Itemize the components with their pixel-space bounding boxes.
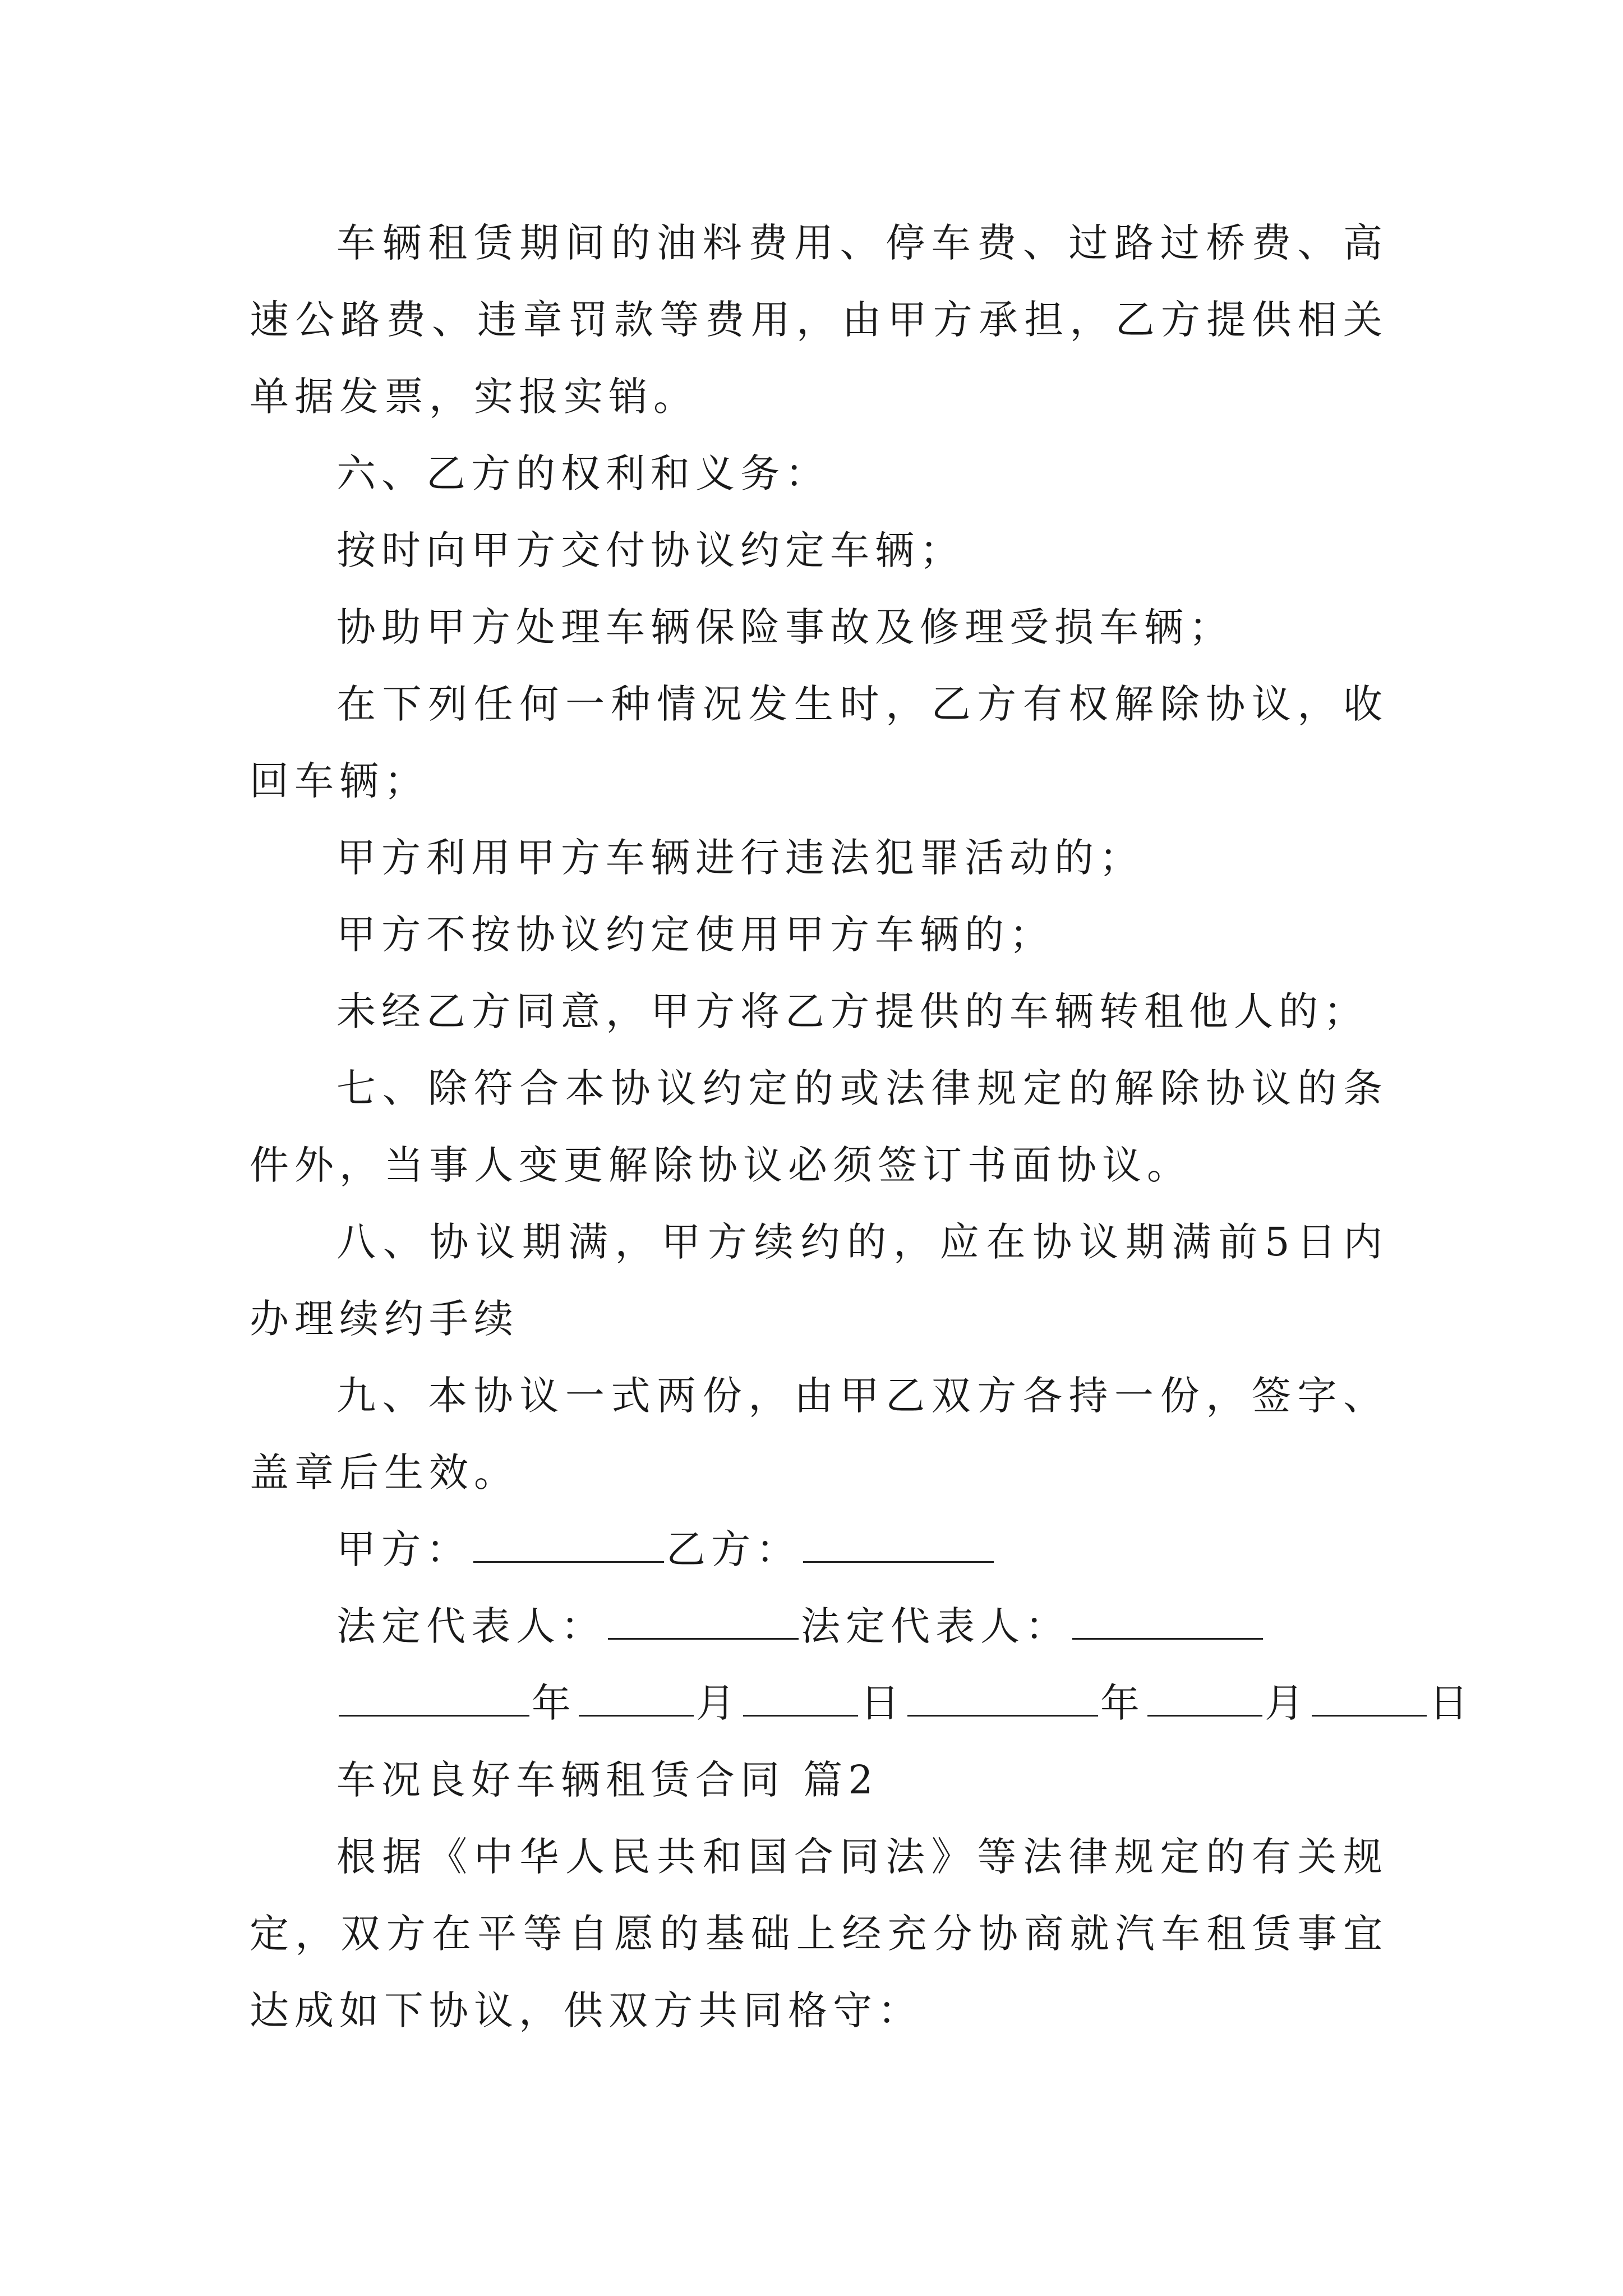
signature-dates-row — [250, 1665, 1474, 1742]
party-b-label: 乙方： — [666, 1526, 801, 1572]
paragraph-assist-insurance: 协助甲方处理车辆保险事故及修理受损车辆； — [336, 604, 1234, 650]
paragraph-improper-use: 甲方不按协议约定使用甲方车辆的； — [336, 912, 1054, 958]
paragraph-section-six: 六、乙方的权利和义务： — [336, 450, 830, 496]
section-heading: 车况良好车辆租赁合同 篇2 — [336, 1757, 879, 1803]
paragraph-illegal-use: 甲方利用甲方车辆进行违法犯罪活动的； — [336, 835, 1144, 881]
date-a-year-label: 年 — [532, 1680, 577, 1726]
date-b-year-blank — [907, 1681, 1098, 1717]
date-b-day-label: 日 — [1429, 1680, 1474, 1726]
rep-b-label: 法定代表人： — [801, 1603, 1070, 1649]
paragraph-termination-rights: 在下列任何一种情况发生时，乙方有权解除协议，收回车辆； — [250, 681, 1388, 804]
date-b-month-blank — [1147, 1681, 1262, 1717]
date-b-day-blank — [1312, 1681, 1427, 1717]
date-b-month-label: 月 — [1265, 1680, 1310, 1726]
date-a-day-label: 日 — [860, 1680, 905, 1726]
paragraph-section-seven: 七、除符合本协议约定的或法律规定的解除协议的条件外，当事人变更解除协议必须签订书面协议。 — [250, 1065, 1388, 1188]
paragraph-deliver-vehicle: 按时向甲方交付协议约定车辆； — [336, 527, 965, 573]
rep-b-blank — [1072, 1604, 1263, 1640]
paragraph-section-nine: 九、本协议一式两份，由甲乙双方各持一份，签字、盖章后生效。 — [250, 1373, 1388, 1496]
paragraph-sublease: 未经乙方同意，甲方将乙方提供的车辆转租他人的； — [336, 988, 1368, 1034]
paragraph-contract-preamble: 根据《中华人民共和国合同法》等法律规定的有关规定，双方在平等自愿的基础上经充分协商就汽车租赁事宜达成如下协议，供双方共同格守： — [250, 1834, 1388, 2033]
date-b-year-label: 年 — [1100, 1680, 1145, 1726]
party-b-blank — [803, 1527, 994, 1563]
paragraph-section-eight: 八、协议期满，甲方续约的，应在协议期满前5日内办理续约手续 — [250, 1219, 1388, 1342]
signature-parties-row — [250, 1511, 1388, 1588]
date-a-month-label: 月 — [696, 1680, 741, 1726]
date-a-year-blank — [339, 1681, 529, 1717]
party-a-blank — [473, 1527, 664, 1563]
rep-a-blank — [608, 1604, 799, 1640]
paragraph-fees: 车辆租赁期间的油料费用、停车费、过路过桥费、高速公路费、违章罚款等费用，由甲方承担，乙方提供相关单据发票，实报实销。 — [250, 220, 1388, 420]
date-a-day-blank — [743, 1681, 858, 1717]
rep-a-label: 法定代表人： — [336, 1603, 606, 1649]
date-a-month-blank — [579, 1681, 694, 1717]
document-body — [250, 205, 1474, 2049]
signature-representatives-row — [250, 1588, 1388, 1665]
party-a-label: 甲方： — [336, 1526, 471, 1572]
